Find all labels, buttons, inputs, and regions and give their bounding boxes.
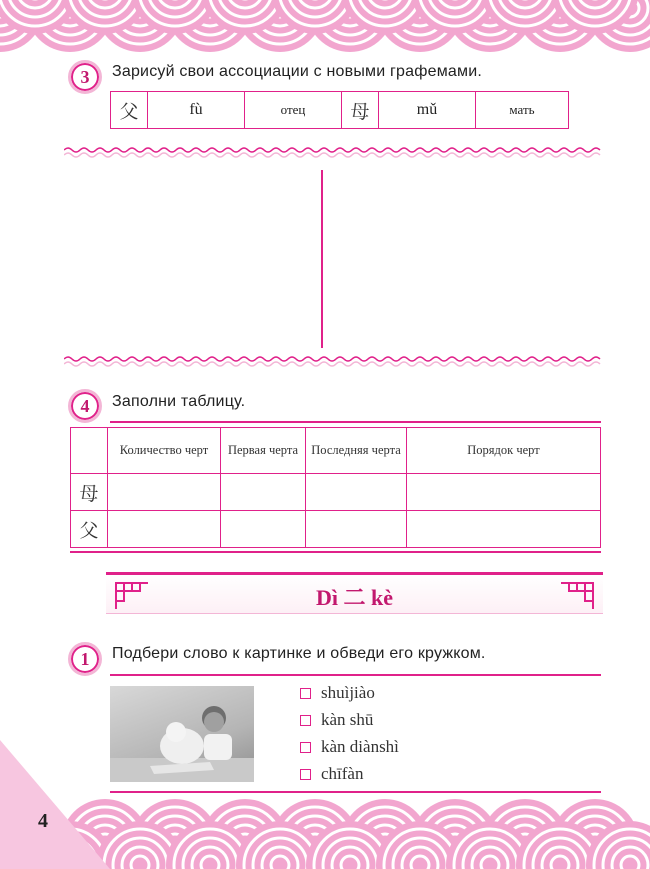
corner-triangle [0,740,110,869]
exercise-3-instruction: Зарисуй свои ассоциации с новыми графемами. [112,63,482,80]
boy-with-dog-photo [110,686,254,782]
answer-cell[interactable] [221,511,306,548]
word-option-label: shuìjiào [321,683,375,702]
answer-cell[interactable] [407,511,601,548]
boy-with-dog-illustration [110,686,254,782]
checkbox-icon[interactable] [300,715,311,726]
grapheme-char: 父 [111,92,148,129]
exercise-1-instruction: Подбери слово к картинке и обведи его кружком. [112,645,486,662]
word-option[interactable] [300,764,363,784]
wavy-divider [64,146,604,160]
word-option[interactable] [300,737,399,757]
section-rule [110,791,601,793]
checkbox-icon[interactable] [300,769,311,780]
answer-cell[interactable] [221,474,306,511]
grapheme-meaning: мать [476,92,569,129]
word-option-label: chīfàn [321,764,364,783]
header-last-stroke: Последняя черта [306,428,407,474]
row-char: 父 [71,511,108,548]
word-option[interactable] [300,710,373,730]
grapheme-pinyin: fù [148,92,245,129]
lesson-title: Dì 二 kè [315,585,393,610]
page-number: 4 [38,810,48,832]
grapheme-pinyin: mǔ [379,92,476,129]
lesson-banner [106,572,603,614]
exercise-4-instruction: Заполни таблицу. [112,393,246,410]
grapheme-char: 母 [342,92,379,129]
header-stroke-count: Количество черт [108,428,221,474]
grapheme-table [110,91,569,129]
header-stroke-order: Порядок черт [407,428,601,474]
exercise-3-number: 3 [68,60,102,94]
drawing-area-divider [321,170,323,348]
stroke-table [70,427,601,548]
word-option[interactable] [300,683,375,703]
header-first-stroke: Первая черта [221,428,306,474]
wavy-divider [64,355,604,369]
word-option-label: kàn shū [321,710,374,729]
section-rule [70,551,601,553]
section-rule [110,421,601,423]
top-scallop-border [0,0,650,55]
checkbox-icon[interactable] [300,742,311,753]
table-corner [71,428,108,474]
answer-cell[interactable] [407,474,601,511]
answer-cell[interactable] [306,474,407,511]
grapheme-meaning: отец [245,92,342,129]
answer-cell[interactable] [306,511,407,548]
section-rule [110,674,601,676]
row-char: 母 [71,474,108,511]
exercise-1-number: 1 [68,642,102,676]
exercise-4-number: 4 [68,389,102,423]
checkbox-icon[interactable] [300,688,311,699]
answer-cell[interactable] [108,474,221,511]
answer-cell[interactable] [108,511,221,548]
word-option-label: kàn diànshì [321,737,399,756]
